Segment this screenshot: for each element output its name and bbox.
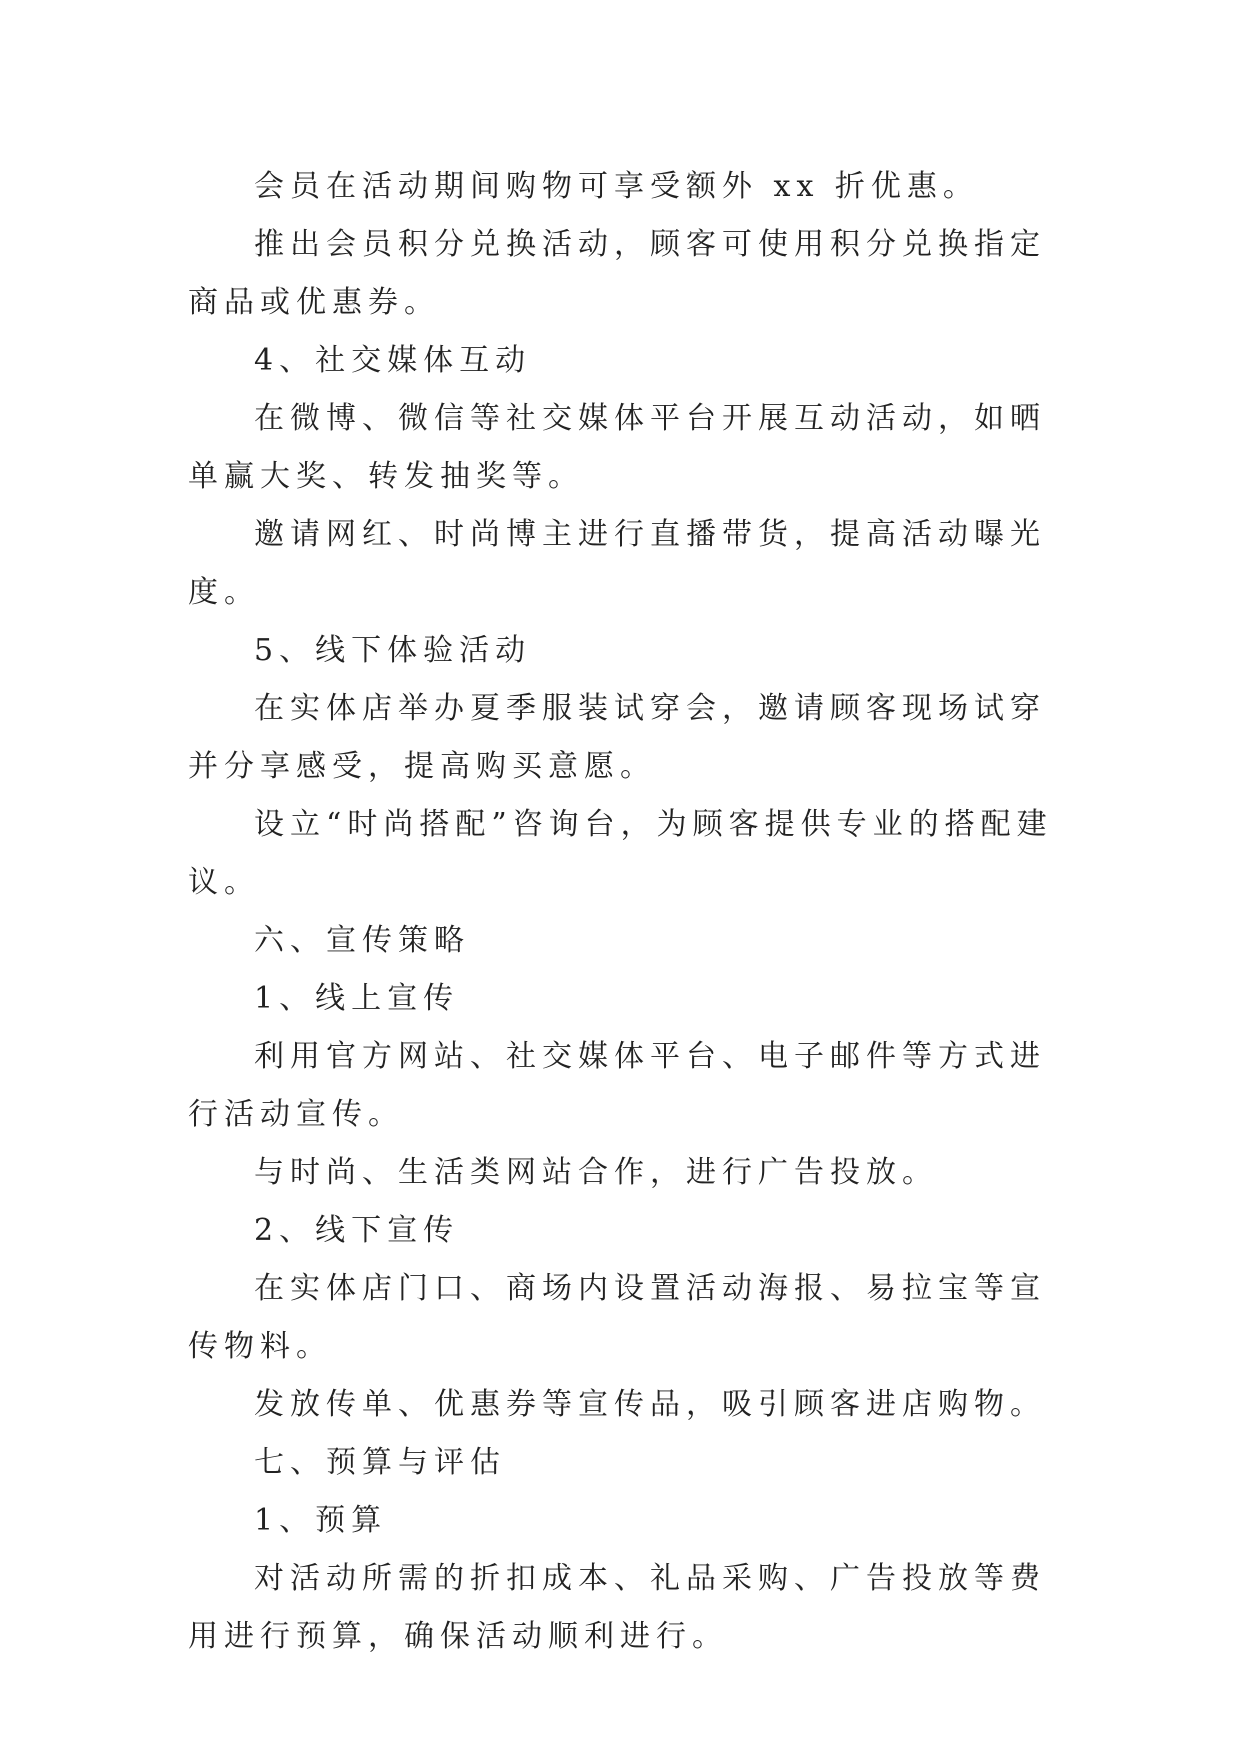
paragraph-flyers: 发放传单、优惠券等宣传品，吸引顾客进店购物。	[254, 1387, 1046, 1422]
document-body	[188, 158, 1068, 1666]
paragraph-styling-desk: 设立“时尚搭配”咨询台，为顾客提供专业的搭配建议。	[188, 807, 1053, 900]
paragraph-store-posters: 在实体店门口、商场内设置活动海报、易拉宝等宣传物料。	[188, 1271, 1046, 1364]
heading-offline-promotion: 2、线下宣传	[254, 1213, 460, 1248]
heading-budget: 1、预算	[254, 1503, 388, 1538]
paragraph-budget-details: 对活动所需的折扣成本、礼品采购、广告投放等费用进行预算，确保活动顺利进行。	[188, 1561, 1046, 1654]
heading-social-media: 4、社交媒体互动	[254, 343, 532, 378]
paragraph-ad-partners: 与时尚、生活类网站合作，进行广告投放。	[254, 1155, 938, 1190]
paragraph-online-channels: 利用官方网站、社交媒体平台、电子邮件等方式进行活动宣传。	[188, 1039, 1046, 1132]
paragraph-points-exchange: 推出会员积分兑换活动，顾客可使用积分兑换指定商品或优惠券。	[188, 227, 1046, 320]
paragraph-try-on-event: 在实体店举办夏季服装试穿会，邀请顾客现场试穿并分享感受，提高购买意愿。	[188, 691, 1046, 784]
heading-budget-evaluation: 七、预算与评估	[254, 1445, 506, 1480]
heading-promotion-strategy: 六、宣传策略	[254, 923, 470, 958]
heading-online-promotion: 1、线上宣传	[254, 981, 460, 1016]
paragraph-social-interaction: 在微博、微信等社交媒体平台开展互动活动，如晒单赢大奖、转发抽奖等。	[188, 401, 1046, 494]
paragraph-member-discount: 会员在活动期间购物可享受额外 xx 折优惠。	[254, 169, 979, 204]
paragraph-livestream: 邀请网红、时尚博主进行直播带货，提高活动曝光度。	[188, 517, 1046, 610]
heading-offline-experience: 5、线下体验活动	[254, 633, 532, 668]
